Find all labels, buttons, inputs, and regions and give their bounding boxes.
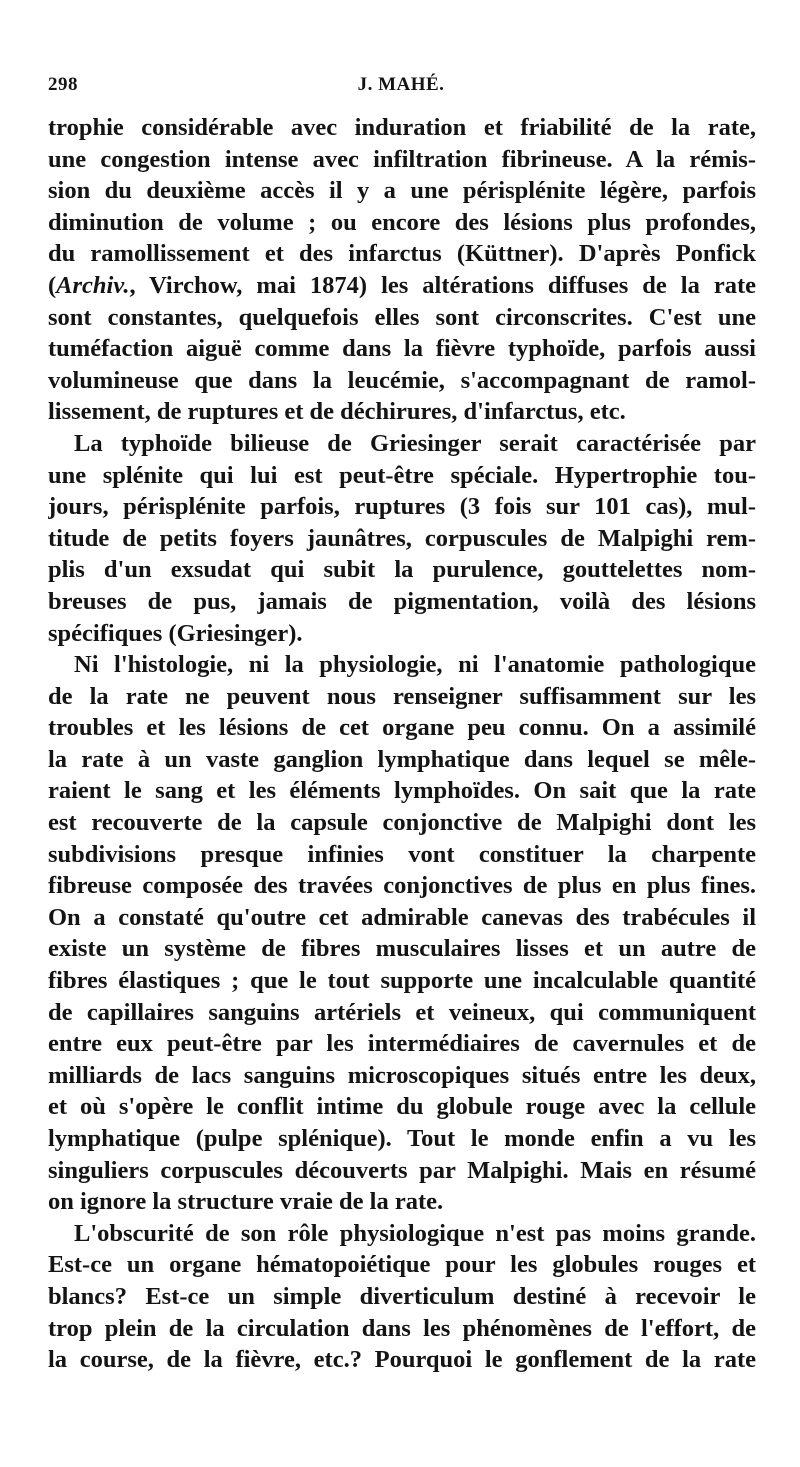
paragraph-1 (48, 112, 756, 428)
text-line: la course, de la fièvre, etc.? Pourquoi le gonflement de la rate (48, 1346, 756, 1374)
text-line: sont constantes, quelquefois elles sont circonscrites. C'est une (48, 303, 756, 331)
text-line: jours, périsplénite parfois, ruptures (3 fois sur 101 cas), mul- (48, 493, 756, 521)
text-line: est recouverte de la capsule conjonctive de Malpighi dont les (48, 809, 756, 837)
text-line: fibreuse composée des travées conjonctives de plus en plus fines. (48, 872, 756, 900)
text-fragment: ( (48, 271, 57, 299)
text-line: lymphatique (pulpe splénique). Tout le monde enfin a vu les (48, 1125, 756, 1152)
running-head (48, 74, 754, 104)
text-line: On a constaté qu'outre cet admirable canevas des trabécules il (48, 903, 756, 931)
text-line: une splénite qui lui est peut-être spéciale. Hypertrophie tou- (48, 461, 756, 489)
text-line: du ramollissement et des infarctus (Küttner). D'après Ponfick (48, 240, 756, 268)
text-line: troubles et les lésions de cet organe peu connu. On a assimilé (48, 714, 756, 742)
running-title: J. MAHÉ. (357, 74, 445, 95)
text-line: breuses de pus, jamais de pigmentation, voilà des lésions (48, 587, 756, 615)
body-text (48, 112, 756, 1376)
text-line: la rate à un vaste ganglion lymphatique dans lequel se mêle- (48, 745, 756, 773)
text-line: et où s'opère le conflit intime du globule rouge avec la cellule (48, 1093, 756, 1121)
italic-citation: Archiv. (56, 271, 130, 299)
text-line (48, 270, 756, 302)
paragraph-3 (48, 649, 756, 1218)
text-line: existe un système de fibres musculaires lisses et un autre de (48, 935, 756, 963)
text-line: subdivisions presque infinies vont constituer la charpente (48, 840, 756, 868)
text-line: milliards de lacs sanguins microscopiques situés entre les deux, (48, 1061, 756, 1089)
text-line: lissement, de ruptures et de déchirures, d'infarctus, etc. (48, 398, 626, 426)
text-line: de capillaires sanguins artériels et veineux, qui communiquent (48, 998, 756, 1026)
text-line: Est-ce un organe hématopoiétique pour les globules rouges et (48, 1251, 756, 1279)
text-line: entre eux peut-être par les intermédiaires de cavernules et de (48, 1030, 756, 1058)
text-fragment: , Virchow, mai 1874) les altérations diffuses de la rate (129, 271, 756, 299)
text-line: La typhoïde bilieuse de Griesinger serait caractérisée par (74, 429, 756, 457)
text-line: fibres élastiques ; que le tout supporte une incalculable quantité (48, 967, 756, 995)
text-line: titude de petits foyers jaunâtres, corpuscules de Malpighi rem- (48, 524, 756, 552)
text-line: Ni l'histologie, ni la physiologie, ni l'anatomie pathologique (74, 651, 756, 679)
text-line: une congestion intense avec infiltration fibrineuse. A la rémis- (48, 145, 756, 173)
text-line: plis d'un exsudat qui subit la purulence, gouttelettes nom- (48, 556, 756, 584)
text-line: de la rate ne peuvent nous renseigner suffisamment sur les (48, 682, 756, 710)
paragraph-2 (48, 428, 756, 649)
text-line: sion du deuxième accès il y a une périsplénite légère, parfois (48, 177, 756, 205)
text-line: volumineuse que dans la leucémie, s'accompagnant de ramol- (48, 366, 756, 394)
text-line: spécifiques (Griesinger). (48, 619, 303, 647)
text-line: trophie considérable avec induration et friabilité de la rate, (48, 114, 756, 141)
text-line: tuméfaction aiguë comme dans la fièvre typhoïde, parfois aussi (48, 335, 756, 363)
text-line: singuliers corpuscules découverts par Malpighi. Mais en résumé (48, 1156, 756, 1184)
text-line: blancs? Est-ce un simple diverticulum destiné à recevoir le (48, 1282, 756, 1310)
text-line: on ignore la structure vraie de la rate. (48, 1188, 444, 1216)
paragraph-4 (48, 1218, 756, 1376)
text-line: L'obscurité de son rôle physiologique n'est pas moins grande. (74, 1219, 756, 1247)
text-line: diminution de volume ; ou encore des lésions plus profondes, (48, 208, 756, 236)
page-number: 298 (48, 74, 78, 95)
text-line: raient le sang et les éléments lymphoïdes. On sait que la rate (48, 777, 756, 805)
text-line: trop plein de la circulation dans les phénomènes de l'effort, de (48, 1314, 756, 1342)
